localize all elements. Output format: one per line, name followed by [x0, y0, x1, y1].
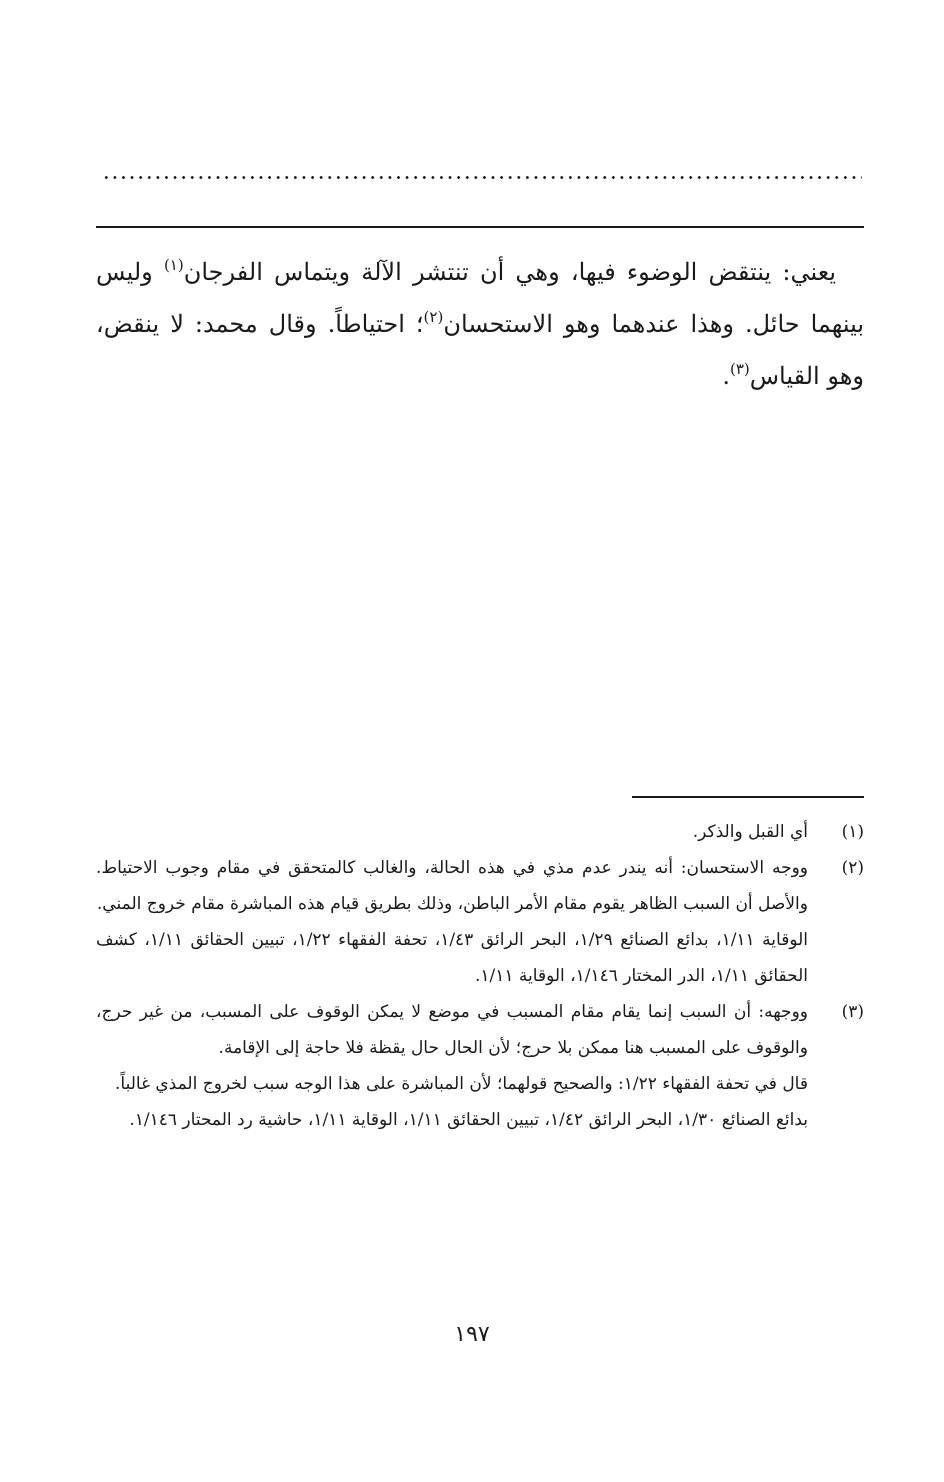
top-rule: [96, 226, 864, 228]
dotted-separator: [102, 176, 862, 179]
page-number: ١٩٧: [454, 1322, 490, 1347]
footnote-paragraph: ووجه الاستحسان: أنه يندر عدم مذي في هذه الحالة، والغالب كالمتحقق في مقام وجوب الاحتياط. والأصل أن السبب الظاهر يقوم مقام الأمر الباطن، وذلك بطريق قيام هذه المباشرة مقام خروج المني.: [96, 858, 808, 914]
footnote-1: [96, 814, 864, 850]
footnote-ref-3[interactable]: (٣): [729, 360, 750, 378]
main-text-segment: .: [722, 362, 730, 390]
main-text-segment: ؛ احتياطاً. وقال محمد: لا ينقض، وهو القياس: [96, 310, 864, 390]
footnote-references: الوقاية ١/١١، بدائع الصنائع ١/٢٩، البحر الرائق ١/٤٣، تحفة الفقهاء ١/٢٢، تبيين الحقائق ١/١١، كشف الحقائق ١/١١، الدر المختار ١/١٤٦، الوقاية ١/١١.: [96, 930, 809, 986]
footnote-rule: [632, 796, 864, 798]
footnote-3: [96, 994, 864, 1138]
footnotes: [96, 814, 864, 1138]
main-text-segment: يعني: ينتقض الوضوء فيها، وهي أن تنتشر الآلة ويتماس الفرجان: [183, 258, 837, 286]
footnote-number: (٣): [841, 1002, 864, 1022]
footnote-2: [96, 850, 864, 994]
main-text: [96, 246, 864, 402]
footnote-number: (٢): [841, 858, 864, 878]
footnote-references: بدائع الصنائع ١/٣٠، البحر الرائق ١/٤٢، تبيين الحقائق ١/١١، الوقاية ١/١١، حاشية رد المحتار ١/١٤٦.: [129, 1110, 808, 1130]
footnote-paragraph: أي القبل والذكر.: [692, 822, 808, 842]
main-text-segment: وليس بينهما حائل. وهذا عندهما وهو الاستحسان: [96, 258, 864, 338]
footnote-number: (١): [841, 822, 864, 842]
footnote-paragraph: ووجهه: أن السبب إنما يقام مقام المسبب في موضع لا يمكن الوقوف على المسبب، من غير حرج، والوقوف على المسبب هنا ممكن بلا حرج؛ لأن الحال حال يقظة فلا حاجة إلى الإقامة.: [96, 1002, 808, 1058]
footnote-ref-1[interactable]: (١): [163, 256, 184, 274]
main-paragraph: [96, 246, 864, 402]
footnote-quote: قال في تحفة الفقهاء ١/٢٢: والصحيح قولهما؛ لأن المباشرة على هذا الوجه سبب لخروج المذي غالباً.: [115, 1074, 808, 1094]
footnote-ref-2[interactable]: (٢): [423, 308, 444, 326]
